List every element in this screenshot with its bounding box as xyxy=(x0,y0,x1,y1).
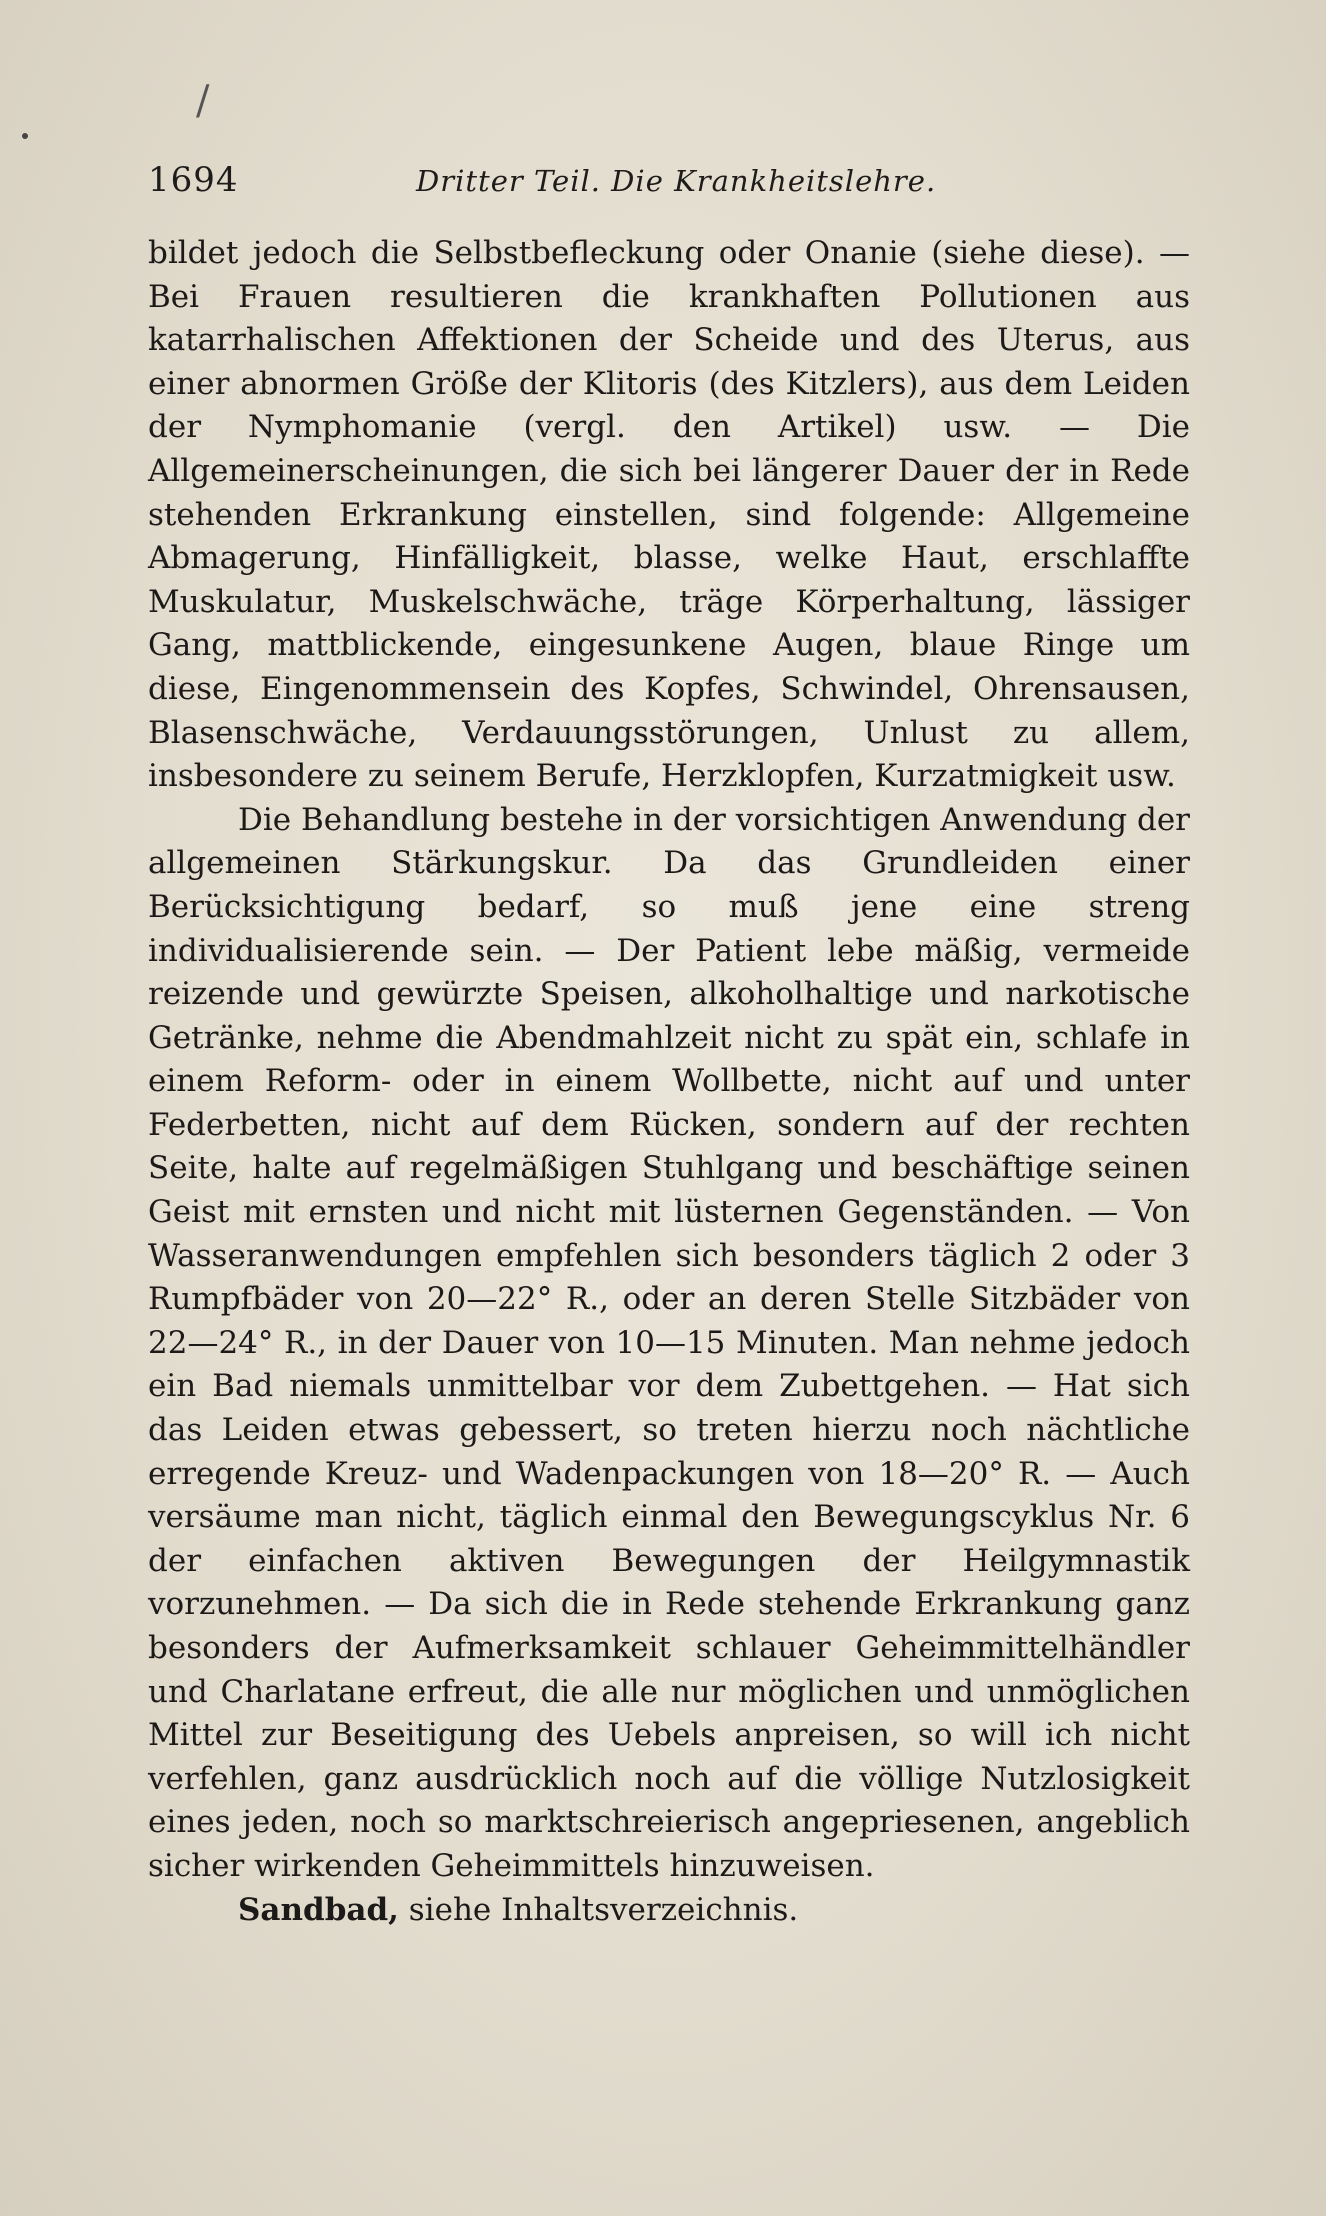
ink-speck xyxy=(22,133,28,139)
paragraph-treatment: Die Behandlung bestehe in der vorsichtigen Anwendung der allgemeinen Stärkungskur. Da das Grundleiden einer Berücksichtigung bedarf, so muß jene eine streng individualisierende sein. — Der Patient lebe mäßig, vermeide reizende und gewürzte Speisen, alkoholhaltige und narkotische Getränke, nehme die Abendmahlzeit nicht zu spät ein, schlafe in einem Reform- oder in einem Wollbette, nicht auf und unter Federbetten, nicht auf dem Rücken, sondern auf der rechten Seite, halte auf regelmäßigen Stuhlgang und beschäftige seinen Geist mit ernsten und nicht mit lüsternen Gegenständen. — Von Wasseranwendungen empfehlen sich besonders täglich 2 oder 3 Rumpfbäder von 20—22° R., oder an deren Stelle Sitzbäder von 22—24° R., in der Dauer von 10—15 Minuten. Man nehme jedoch ein Bad niemals unmittelbar vor dem Zubettgehen. — Hat sich das Leiden etwas gebessert, so treten hierzu noch nächtliche erregende Kreuz- und Wadenpackungen von 18—20° R. — Auch versäume man nicht, täglich einmal den Bewegungscyklus Nr. 6 der einfachen aktiven Bewegungen der Heilgymnastik vorzunehmen. — Da sich die in Rede stehende Erkrankung ganz besonders der Aufmerksamkeit schlauer Geheimmittelhändler und Charlatane erfreut, die alle nur möglichen und unmöglichen Mittel zur Beseitigung des Uebels anpreisen, so will ich nicht verfehlen, ganz ausdrücklich noch auf die völlige Nutzlosigkeit eines jeden, noch so marktschreierisch angepriesenen, angeblich sicher wirkenden Geheimmittels hinzuweisen. xyxy=(148,801,1190,1884)
running-head: Dritter Teil. Die Krankheitslehre. xyxy=(416,164,937,198)
entry-term: Sandbad, xyxy=(238,1891,399,1928)
page-number: 1694 xyxy=(148,160,239,200)
entry-reference: siehe Inhaltsverzeichnis. xyxy=(398,1891,799,1928)
paragraph-continuation: bildet jedoch die Selbstbefleckung oder Onanie (siehe diese). — Bei Frauen resultieren die krankhaften Pollutionen aus katarrhalischen Affektionen der Scheide und des Uterus, aus einer abnormen Größe der Klitoris (des Kitzlers), aus dem Leiden der Nymphomanie (vergl. den Artikel) usw. — Die Allgemeinerscheinungen, die sich bei längerer Dauer der in Rede stehenden Erkrankung einstellen, sind folgende: Allgemeine Abmagerung, Hinfälligkeit, blasse, welke Haut, erschlaffte Muskulatur, Muskelschwäche, träge Körperhaltung, lässiger Gang, mattblickende, eingesunkene Augen, blaue Ringe um diese, Eingenommensein des Kopfes, Schwindel, Ohrensausen, Blasenschwäche, Verdauungsstörungen, Unlust zu allem, insbesondere zu seinem Berufe, Herzklopfen, Kurzatmigkeit usw. xyxy=(148,235,1190,795)
entry-sandbad xyxy=(148,1889,1190,1933)
body-text xyxy=(148,232,1190,1932)
page-header xyxy=(148,160,1208,200)
margin-mark: / xyxy=(196,78,210,124)
